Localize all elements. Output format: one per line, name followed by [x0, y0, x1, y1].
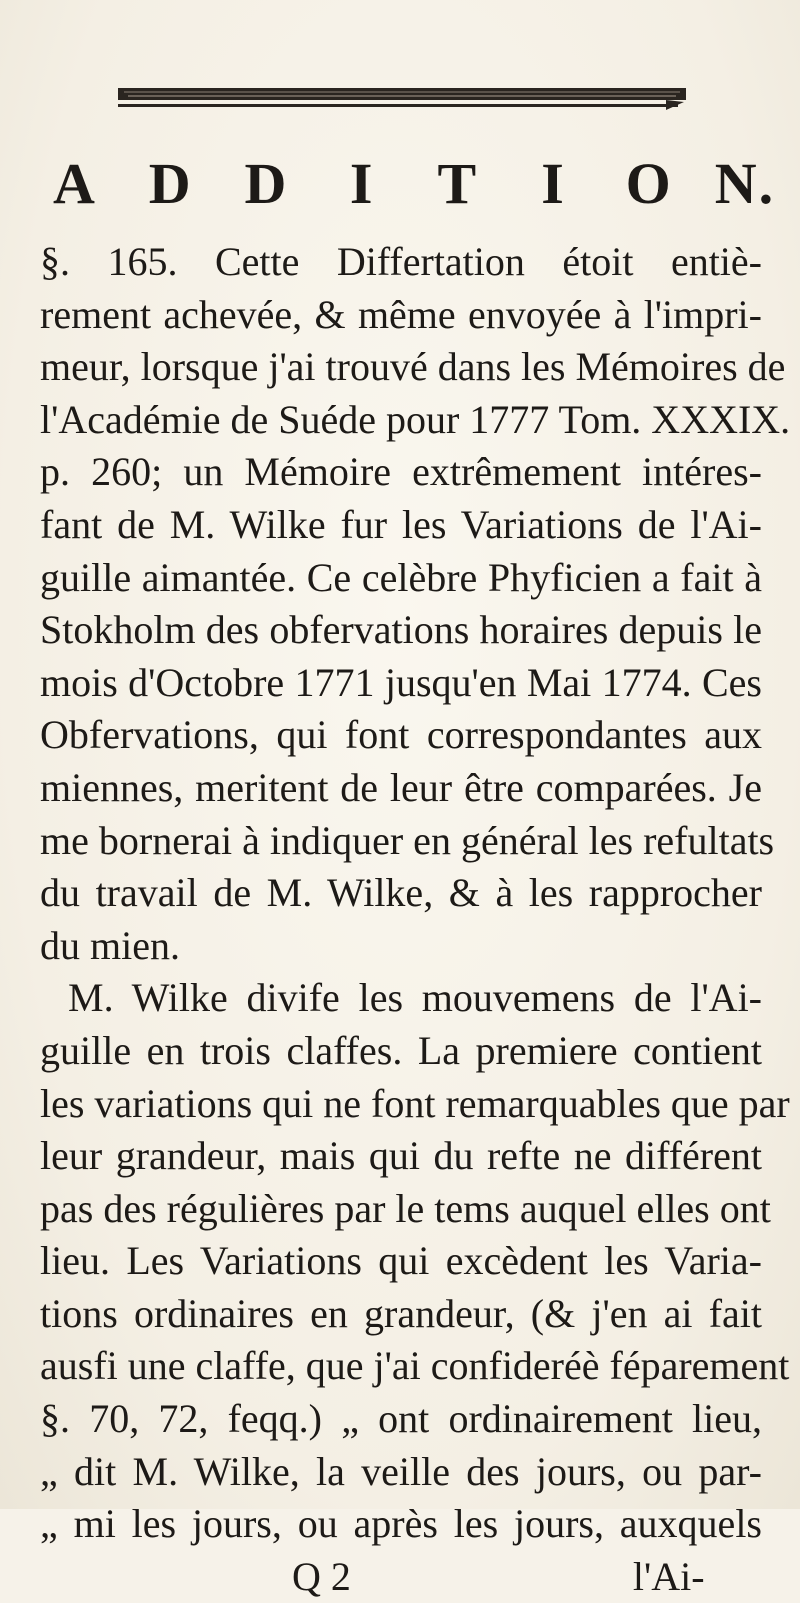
heading-letter: D	[148, 151, 193, 216]
text-line: meur, lorsque j'ai trouvé dans les Mémoires de	[40, 344, 786, 390]
text-line: guille en trois claffes. La premiere contient	[40, 1027, 762, 1073]
heading-letter: A	[53, 151, 97, 216]
text-line: M. Wilke divife les mouvemens de l'Ai-	[68, 975, 762, 1021]
text-line: p. 260; un Mémoire extrêmement intéres-	[40, 449, 762, 495]
text-line: miennes, meritent de leur être comparées. Je	[40, 764, 762, 810]
text-line: me bornerai à indiquer en général les refultats	[40, 817, 775, 863]
text-line: leur grandeur, mais qui du refte ne différent	[40, 1133, 762, 1179]
heading-letter: N.	[714, 151, 776, 216]
text-line: fant de M. Wilke fur les Variations de l'Ai-	[40, 501, 762, 547]
text-line: du travail de M. Wilke, & à les rapprocher	[40, 870, 762, 916]
text-line: guille aimantée. Ce celèbre Phyficien a fait à	[40, 554, 762, 600]
body-text	[40, 236, 791, 1603]
text-line: lieu. Les Variations qui excèdent les Varia-	[40, 1238, 762, 1284]
text-line: Obfervations, qui font correspondantes aux	[40, 712, 762, 758]
catchword: l'Ai-	[632, 1553, 705, 1599]
heading-letter: T	[437, 151, 479, 216]
headpiece-ornament	[118, 86, 686, 114]
text-line: rement achevée, & même envoyée à l'impri-	[40, 291, 762, 337]
text-line: ausfi une claffe, que j'ai confideréè féparement	[40, 1343, 790, 1389]
text-line: l'Académie de Suéde pour 1777 Tom. XXXIX.	[40, 396, 791, 442]
text-line: tions ordinaires en grandeur, (& j'en ai fait	[40, 1290, 762, 1336]
text-line: mois d'Octobre 1771 jusqu'en Mai 1774. Ces	[40, 659, 762, 705]
text-line: Stokholm des obfervations horaires depuis le	[40, 607, 762, 653]
heading-letter: D	[244, 151, 289, 216]
heading-letter: I	[541, 151, 566, 216]
text-line: les variations qui ne font remarquables que par	[40, 1080, 790, 1126]
signature-line	[40, 1551, 762, 1603]
text-line: §. 70, 72, feqq.) „ ont ordinairement lieu,	[40, 1396, 762, 1442]
text-line: pas des régulières par le tems auquel elles ont	[40, 1185, 771, 1231]
text-line: §. 165. Cette Differtation étoit entiè-	[40, 239, 762, 284]
text-line: „ dit M. Wilke, la veille des jours, ou par-	[40, 1448, 762, 1494]
heading-letter: I	[349, 151, 375, 216]
heading-letter: O	[625, 151, 673, 216]
section-heading	[40, 150, 780, 217]
text-line: „ mi les jours, ou après les jours, auxquels	[40, 1501, 762, 1547]
signature-mark: Q 2	[292, 1553, 351, 1599]
text-line: du mien.	[40, 922, 180, 968]
